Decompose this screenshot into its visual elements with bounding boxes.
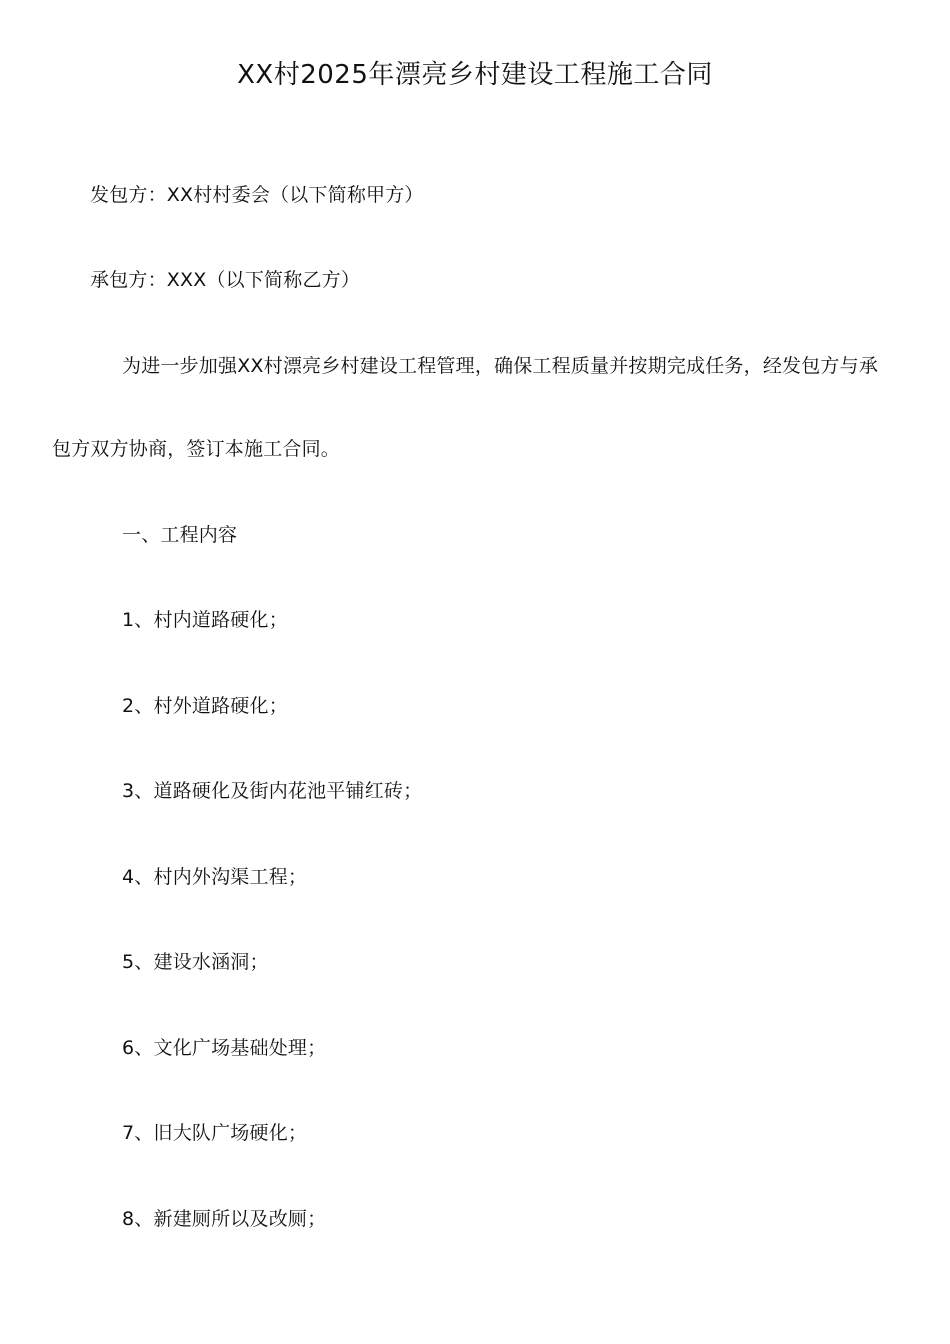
intro-paragraph-line-1: 为进一步加强XX村漂亮乡村建设工程管理，确保工程质量并按期完成任务，经发包方与承 bbox=[122, 355, 879, 377]
list-item: 5、建设水涵洞； bbox=[122, 951, 269, 973]
list-item: 2、村外道路硬化； bbox=[122, 695, 288, 717]
list-item: 6、文化广场基础处理； bbox=[122, 1037, 327, 1059]
list-item: 7、旧大队广场硬化； bbox=[122, 1122, 308, 1144]
list-item: 4、村内外沟渠工程； bbox=[122, 866, 308, 888]
document-title: XX村2025年漂亮乡村建设工程施工合同 bbox=[237, 60, 713, 90]
list-item: 8、新建厕所以及改厕； bbox=[122, 1208, 327, 1230]
intro-paragraph-line-2: 包方双方协商，签订本施工合同。 bbox=[52, 438, 341, 460]
party-b-line: 承包方：XXX（以下简称乙方） bbox=[90, 269, 361, 291]
list-item: 3、道路硬化及街内花池平铺红砖； bbox=[122, 780, 423, 802]
section-heading: 一、工程内容 bbox=[122, 524, 238, 546]
list-item: 1、村内道路硬化； bbox=[122, 609, 288, 631]
party-a-line: 发包方：XX村村委会（以下简称甲方） bbox=[90, 184, 424, 206]
